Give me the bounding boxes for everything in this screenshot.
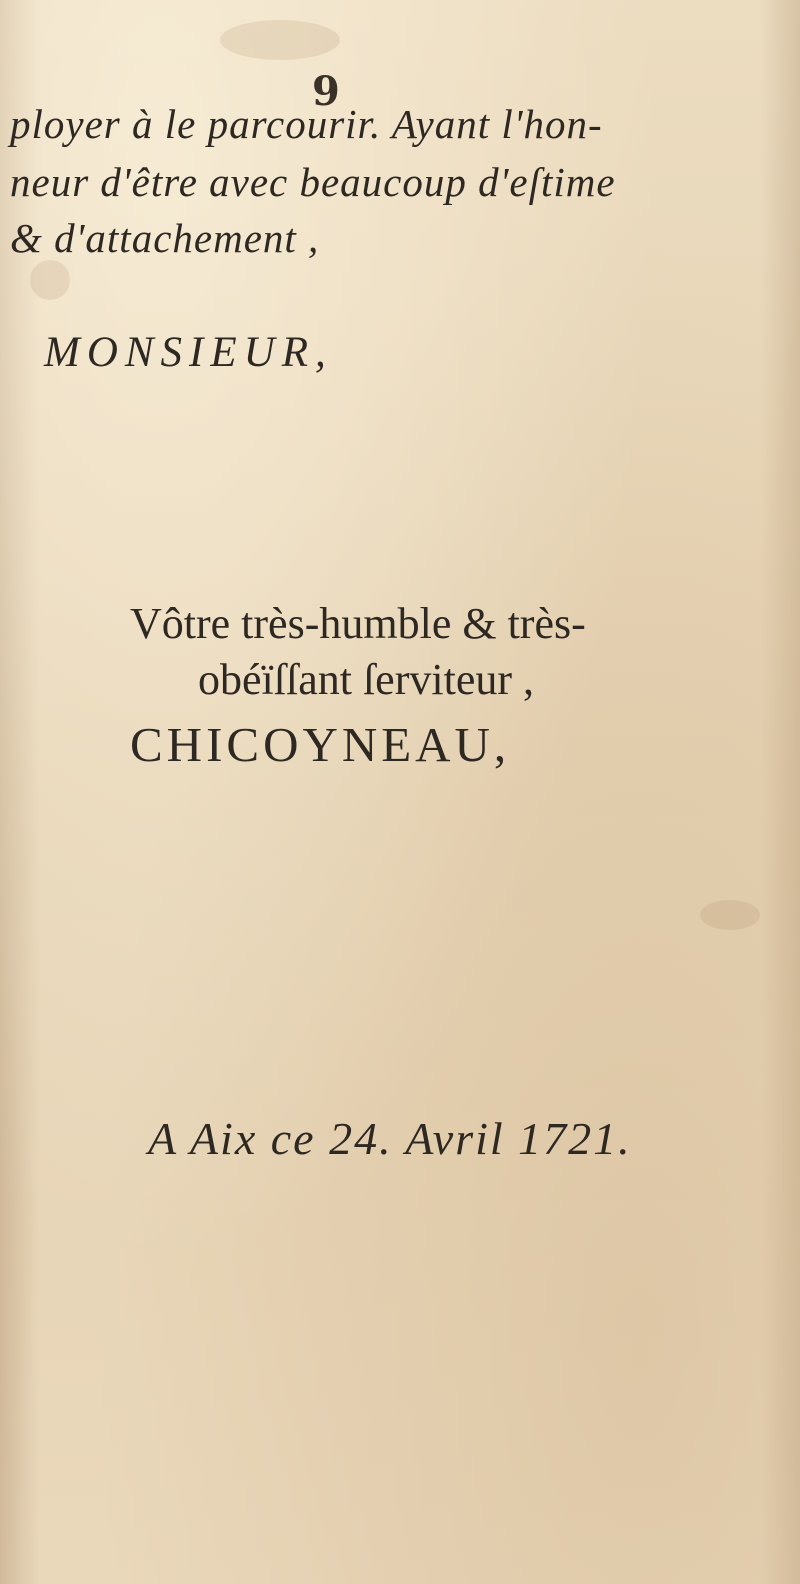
body-text-line: & d'attachement ,: [10, 215, 320, 261]
page-number: 9: [312, 68, 340, 115]
salutation: MONSIEUR,: [44, 329, 333, 376]
closing-line: obéïſſant ſerviteur ,: [198, 655, 534, 704]
signature: CHICOYNEAU,: [130, 717, 511, 772]
body-text-line: neur d'être avec beaucoup d'eſtime: [10, 159, 616, 205]
dateline: A Aix ce 24. Avril 1721.: [148, 1113, 632, 1164]
paper-stain: [700, 900, 760, 930]
closing-line: Vôtre très-humble & très-: [130, 599, 586, 648]
paper-stain: [30, 260, 70, 300]
body-text-line: ployer à le parcourir. Ayant l'hon-: [10, 101, 603, 147]
paper-stain: [220, 20, 340, 60]
